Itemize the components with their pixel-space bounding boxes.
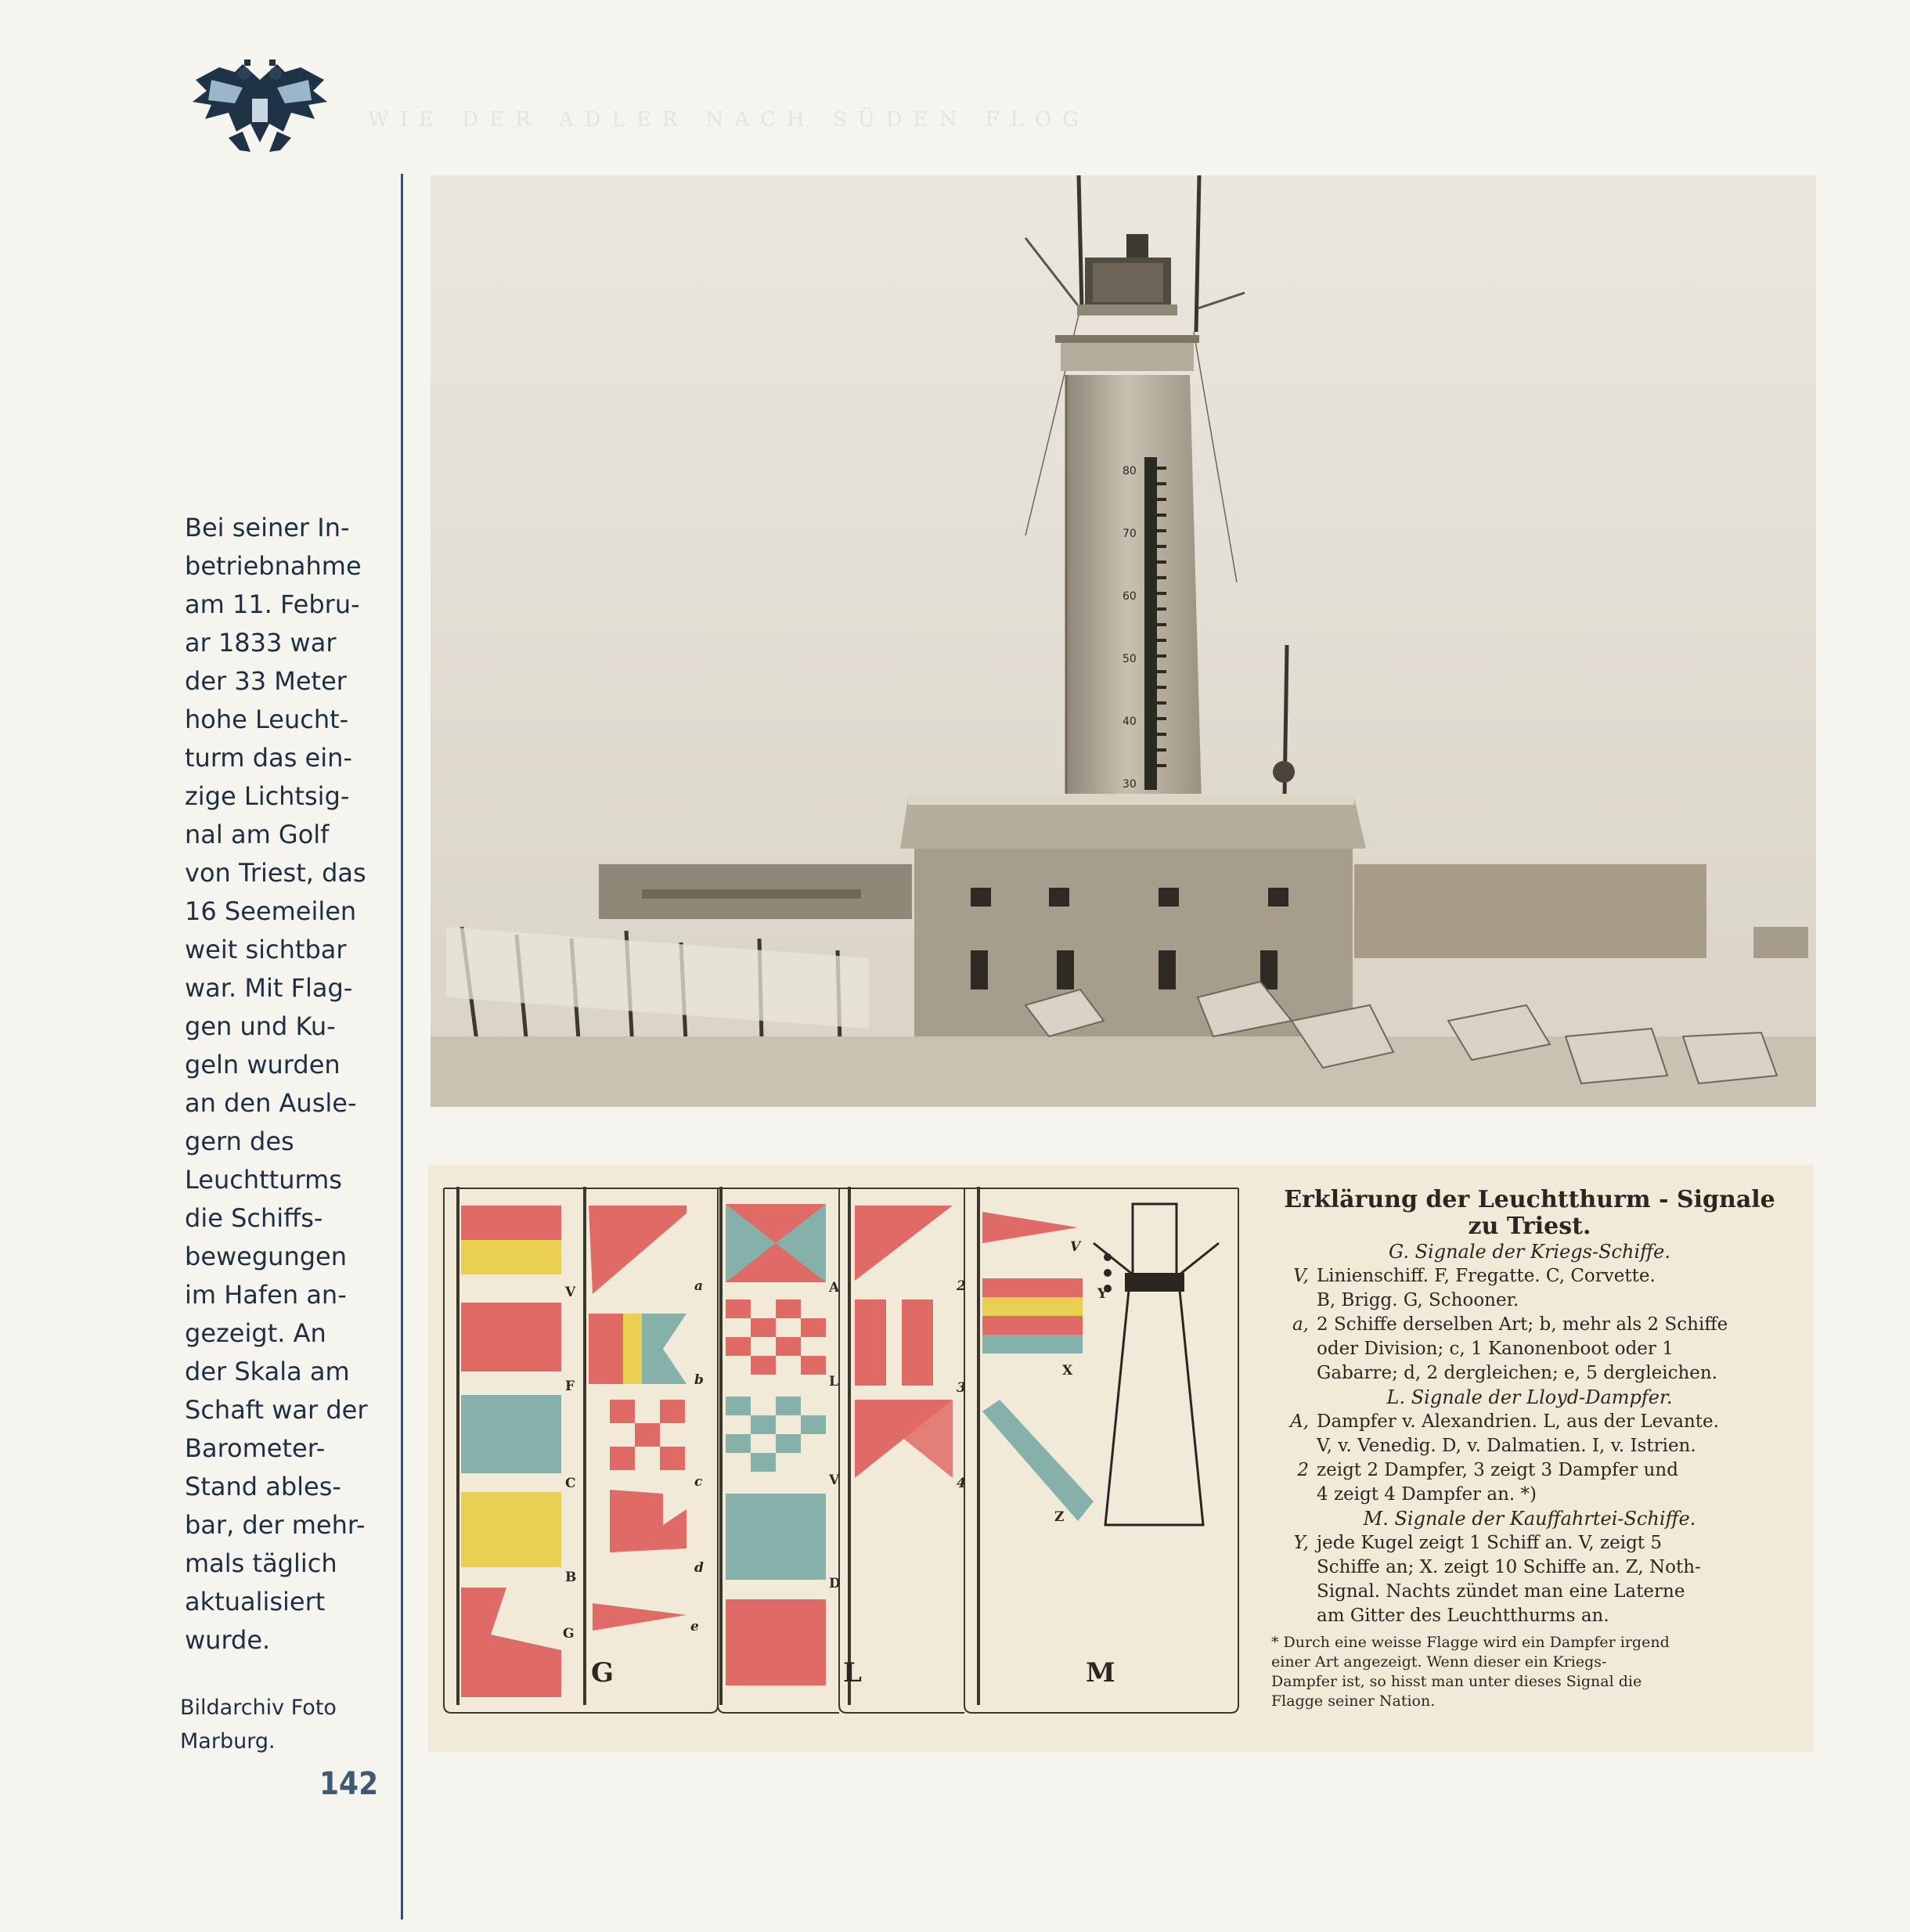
flag-letter: V (829, 1472, 840, 1488)
caption-line: hohe Leucht- (185, 705, 349, 734)
signal-legend (1271, 1187, 1788, 1711)
footnote-line: einer Art angezeigt. Wenn dieser ein Kriegs- (1271, 1653, 1607, 1671)
flag-letter: F (565, 1379, 575, 1394)
caption-line: von Triest, das (185, 858, 366, 888)
legend-row (1271, 1434, 1788, 1458)
photo-caption (185, 509, 373, 1660)
scale-label: 30 (1123, 778, 1137, 791)
flag-letter: Z (1054, 1509, 1065, 1525)
flag-letter: D (829, 1576, 841, 1591)
flag-letter: A (829, 1280, 840, 1296)
footnote-line: * Durch eine weisse Flagge wird ein Dampfer irgend (1271, 1634, 1670, 1651)
flag-letter: V (565, 1285, 576, 1300)
caption-line: im Hafen an- (185, 1280, 347, 1310)
caption-line: am 11. Febru- (185, 589, 360, 619)
flag-letter: c (694, 1474, 703, 1490)
flag-letter: V (1070, 1239, 1081, 1255)
double-headed-eagle-emblem (188, 56, 332, 160)
caption-line: geln wurden (185, 1050, 341, 1080)
m-panel-flags (978, 1187, 1219, 1705)
legend-text: 2 Schiffe derselben Art; b, mehr als 2 Schiffe (1317, 1314, 1728, 1335)
caption-line: bewegungen (185, 1242, 348, 1271)
legend-key (1271, 1289, 1317, 1313)
flag-letter: d (694, 1560, 704, 1576)
flag-letter: C (565, 1476, 576, 1491)
legend-text: Gabarre; d, 2 dergleichen; e, 5 dergleichen. (1317, 1363, 1718, 1383)
flag-letter: L (829, 1374, 838, 1390)
legend-text: jede Kugel zeigt 1 Schiff an. V, zeigt 5 (1317, 1533, 1662, 1553)
flag-letter: b (694, 1372, 704, 1388)
caption-line: nal am Golf (185, 820, 330, 849)
legend-key: 2 (1297, 1460, 1309, 1480)
caption-line: wurde. (185, 1625, 271, 1655)
flag-letter: 4 (957, 1476, 966, 1491)
legend-row (1271, 1361, 1788, 1386)
legend-key: A, (1290, 1411, 1309, 1432)
footnote-line: Dampfer ist, so hisst man unter dieses Signal die (1271, 1673, 1642, 1690)
caption-line: an den Ausle- (185, 1088, 357, 1118)
legend-row (1271, 1264, 1788, 1289)
legend-key: Y, (1293, 1533, 1309, 1553)
scale-label: 40 (1123, 715, 1137, 728)
caption-line: gen und Ku- (185, 1011, 336, 1041)
photo-credit (180, 1691, 337, 1758)
legend-section-g: G. Signale der Kriegs-Schiffe. (1389, 1241, 1670, 1263)
legend-row (1271, 1555, 1788, 1580)
legend-section-m: M. Signale der Kauffahrtei-Schiffe. (1363, 1508, 1696, 1530)
legend-row (1271, 1604, 1788, 1628)
legend-text: Linienschiff. F, Fregatte. C, Corvette. (1317, 1266, 1656, 1286)
legend-text: 4 zeigt 4 Dampfer an. *) (1317, 1484, 1537, 1505)
credit-line: Bildarchiv Foto (180, 1696, 337, 1720)
legend-row (1271, 1337, 1788, 1361)
legend-section-l: L. Signale der Lloyd-Dampfer. (1386, 1386, 1673, 1408)
legend-key (1271, 1483, 1317, 1507)
caption-line: Schaft war der (185, 1395, 368, 1425)
caption-line: Barometer- (185, 1433, 326, 1463)
legend-row (1271, 1313, 1788, 1337)
legend-text: Schiffe an; X. zeigt 10 Schiffe an. Z, Noth- (1317, 1557, 1701, 1577)
legend-row (1271, 1289, 1788, 1313)
caption-line: aktualisiert (185, 1587, 326, 1617)
legend-text: am Gitter des Leuchtthurms an. (1317, 1606, 1609, 1626)
panel-label-l: L (843, 1657, 862, 1689)
legend-row (1271, 1410, 1788, 1434)
legend-title: Erklärung der Leuchtthurm - Signale (1284, 1186, 1775, 1213)
caption-line: bar, der mehr- (185, 1510, 366, 1540)
scale-label: 70 (1123, 528, 1137, 540)
lighthouse-photograph (431, 175, 1816, 1107)
l-panel-flags (721, 1187, 953, 1705)
caption-line: Leuchtturms (185, 1165, 342, 1195)
caption-line: weit sichtbar (185, 935, 347, 964)
caption-line: betriebnahme (185, 551, 362, 581)
legend-key: a, (1292, 1314, 1309, 1335)
caption-line: 16 Seemeilen (185, 896, 357, 926)
caption-line: gezeigt. An (185, 1318, 326, 1348)
legend-subtitle: zu Triest. (1468, 1213, 1591, 1240)
caption-line: gern des (185, 1126, 294, 1156)
caption-line: der Skala am (185, 1357, 350, 1386)
scale-label: 80 (1123, 465, 1137, 478)
eagle-icon (188, 56, 332, 160)
lighthouse-photo-illustration (431, 175, 1816, 1107)
legend-footnote (1271, 1633, 1788, 1711)
signal-flags-illustration (428, 1165, 1258, 1752)
page-number: 142 (319, 1766, 379, 1802)
legend-key: V, (1293, 1266, 1309, 1286)
legend-key (1271, 1361, 1317, 1386)
flag-letter: Y (1097, 1286, 1108, 1302)
legend-key (1271, 1555, 1317, 1580)
caption-line: turm das ein- (185, 743, 352, 773)
legend-row (1271, 1580, 1788, 1604)
legend-text: B, Brigg. G, Schooner. (1317, 1290, 1519, 1310)
legend-text: V, v. Venedig. D, v. Dalmatien. I, v. Istrien. (1317, 1436, 1696, 1456)
caption-line: der 33 Meter (185, 666, 347, 696)
caption-line: ar 1833 war (185, 628, 337, 658)
legend-row (1271, 1458, 1788, 1483)
scale-label: 50 (1123, 653, 1137, 665)
flag-letter: e (690, 1619, 699, 1635)
legend-row (1271, 1531, 1788, 1555)
column-divider (401, 174, 403, 1919)
panel-label-g: G (591, 1657, 614, 1689)
flag-letter: B (565, 1570, 577, 1585)
legend-text: Signal. Nachts zündet man eine Laterne (1317, 1581, 1685, 1602)
legend-text: Dampfer v. Alexandrien. L, aus der Levante. (1317, 1411, 1719, 1432)
legend-row (1271, 1483, 1788, 1507)
caption-line: die Schiffs- (185, 1203, 323, 1233)
legend-key (1271, 1580, 1317, 1604)
caption-line: zige Lichtsig- (185, 781, 350, 811)
scale-label: 60 (1123, 590, 1137, 603)
caption-line: Bei seiner In- (185, 513, 350, 542)
credit-line: Marburg. (180, 1729, 276, 1754)
legend-key (1271, 1337, 1317, 1361)
caption-line: war. Mit Flag- (185, 973, 353, 1003)
panel-label-m: M (1086, 1657, 1115, 1689)
legend-text: zeigt 2 Dampfer, 3 zeigt 3 Dampfer und (1317, 1460, 1678, 1480)
legend-key (1271, 1434, 1317, 1458)
flag-letter: G (563, 1626, 575, 1642)
flag-letter: a (694, 1278, 704, 1294)
caption-line: Stand ables- (185, 1472, 341, 1501)
flag-letter: X (1062, 1363, 1073, 1379)
running-head: WIE DER ADLER NACH SÜDEN FLOG (368, 108, 1090, 132)
legend-key (1271, 1604, 1317, 1628)
legend-text: oder Division; c, 1 Kanonenboot oder 1 (1317, 1339, 1674, 1359)
footnote-line: Flagge seiner Nation. (1271, 1692, 1436, 1710)
flag-letter: 2 (957, 1278, 966, 1294)
flag-letter: 3 (957, 1380, 966, 1396)
caption-line: mals täglich (185, 1548, 337, 1578)
